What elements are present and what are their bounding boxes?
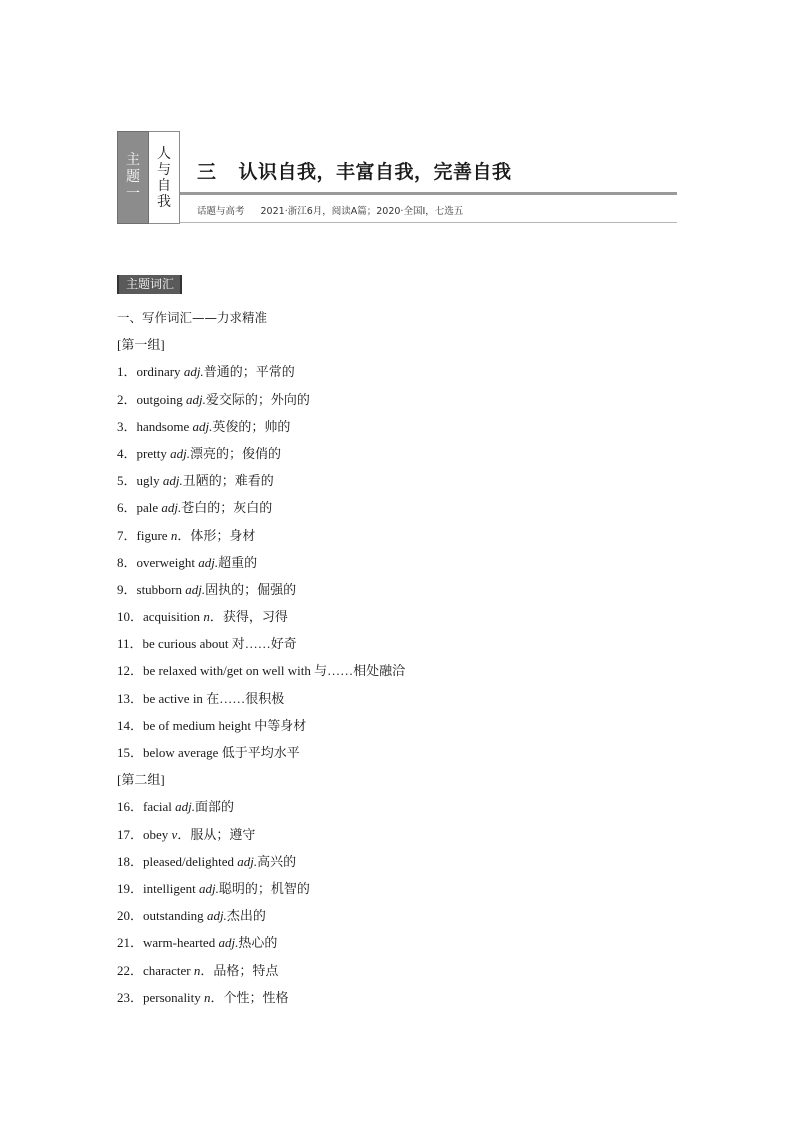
vocab-english: figure: [136, 527, 171, 543]
vocab-pos: adj.: [192, 418, 213, 434]
vocab-chinese: 聪明的；机智的: [218, 880, 310, 896]
vocab-chinese: 杰出的: [226, 908, 266, 924]
vocab-number: 2．: [117, 391, 137, 407]
subject-char: 自: [157, 177, 171, 194]
vocab-pos: adj.: [237, 853, 258, 869]
vocab-groups: [117, 331, 717, 1011]
vocab-chinese: 热心的: [238, 935, 278, 951]
vocab-pos: n: [193, 962, 201, 978]
vocab-pos: adj.: [162, 473, 183, 489]
meta-rule: [180, 222, 677, 223]
badge-char: 一: [126, 186, 140, 202]
vocab-chinese: 在……很积极: [206, 690, 285, 706]
vocab-item: [117, 685, 717, 712]
vocab-pos: adj.: [183, 364, 204, 380]
vocab-number: 11．: [117, 636, 143, 652]
vocab-number: 8．: [117, 554, 137, 570]
vocab-english: warm-hearted: [143, 935, 219, 951]
vocab-chinese: 爱交际的；外向的: [205, 391, 310, 407]
meta-text: 2021·浙江6月，阅读A篇；2020·全国Ⅰ，七选五: [260, 206, 464, 217]
subject-char: 人: [157, 145, 171, 162]
vocab-item: [117, 413, 717, 440]
vocab-pos: n: [170, 527, 178, 543]
vocab-item: [117, 630, 717, 657]
badge-char: 题: [126, 169, 140, 185]
vocab-chinese: 漂亮的；俊俏的: [189, 445, 281, 461]
vocab-english: stubborn: [136, 581, 186, 597]
vocab-english: ordinary: [136, 364, 184, 380]
vocab-chinese: 与……相处融洽: [314, 663, 406, 679]
vocab-item: [117, 984, 717, 1011]
vocab-number: 23．: [117, 989, 144, 1005]
vocab-number: 20．: [117, 908, 144, 924]
vocab-number: 4．: [117, 445, 137, 461]
vocab-english: obey: [143, 826, 172, 842]
vocab-english: character: [143, 962, 194, 978]
vocab-chinese: ．获得，习得: [209, 609, 288, 625]
vocab-item: [117, 522, 717, 549]
vocab-english: pleased/delighted: [143, 853, 238, 869]
vocab-chinese: ．服从；遵守: [177, 826, 256, 842]
title-number: 三: [197, 161, 217, 183]
vocab-item: [117, 793, 717, 820]
vocab-chinese: ．个性；性格: [210, 989, 289, 1005]
vocab-item: [117, 549, 717, 576]
vocab-number: 22．: [117, 962, 144, 978]
vocab-english: be curious about: [142, 636, 232, 652]
vocab-pos: n: [204, 989, 211, 1005]
vocab-pos: adj.: [198, 880, 219, 896]
vocab-english: be relaxed with/get on well with: [143, 663, 315, 679]
subject-char: 与: [157, 161, 171, 178]
vocab-english: below average: [143, 745, 222, 760]
vocab-number: 21．: [117, 935, 144, 951]
vocab-pos: adj.: [198, 554, 219, 570]
vocab-chinese: 普通的；平常的: [203, 364, 295, 380]
vocab-english: personality: [143, 989, 205, 1005]
vocab-item: [117, 494, 717, 521]
vocab-chinese: 超重的: [218, 554, 258, 570]
vocab-item: [117, 739, 717, 766]
vocab-chinese: 对……好奇: [231, 636, 297, 652]
vocab-item: [117, 386, 717, 413]
vocab-english: outstanding: [143, 908, 207, 924]
vocab-number: 18．: [117, 853, 144, 869]
vocab-chinese: 丑陋的；难看的: [182, 473, 274, 489]
subject-char: 我: [157, 193, 171, 210]
vocab-english: acquisition: [143, 609, 204, 625]
vocab-english: overweight: [136, 554, 199, 570]
vocab-pos: n: [203, 609, 210, 625]
vocab-item: [117, 902, 717, 929]
section-heading: 一、写作词汇——力求精准: [117, 310, 268, 325]
vocab-number: 3．: [117, 418, 137, 434]
vocab-number: 6．: [117, 500, 137, 516]
vocab-english: handsome: [136, 418, 193, 434]
vocab-item: [117, 957, 717, 984]
title-text: 认识自我，丰富自我，完善自我: [238, 161, 512, 183]
vocab-item: [117, 603, 717, 630]
vocab-number: 13．: [117, 690, 144, 706]
page-title: [197, 157, 512, 184]
vocab-number: 12．: [117, 663, 144, 679]
vocab-pos: adj.: [185, 581, 206, 597]
vocab-item: [117, 929, 717, 956]
vocab-number: 15．: [117, 745, 144, 760]
exam-meta: [197, 203, 463, 217]
badge-char: 主: [126, 152, 140, 168]
meta-label: 话题与高考: [197, 206, 245, 217]
vocab-number: 14．: [117, 717, 144, 733]
vocab-item: [117, 875, 717, 902]
vocab-item: [117, 821, 717, 848]
vocab-item: [117, 358, 717, 385]
vocab-pos: adj.: [170, 445, 190, 461]
vocab-pos: adj.: [218, 935, 239, 951]
vocab-chinese: 中等身材: [254, 717, 307, 733]
vocab-english: pretty: [136, 445, 171, 461]
vocab-chinese: 高兴的: [257, 853, 297, 869]
vocab-number: 16．: [117, 799, 144, 815]
vocab-chinese: 面部的: [195, 799, 235, 815]
vocab-item: [117, 657, 717, 684]
vocab-number: 19．: [117, 880, 144, 896]
vocab-english: ugly: [136, 473, 163, 489]
vocab-pos: adj.: [175, 799, 196, 815]
vocab-item: [117, 848, 717, 875]
vocab-pos: v: [171, 826, 178, 842]
vocab-number: 5．: [117, 473, 137, 489]
vocab-number: 1．: [117, 364, 137, 380]
vocab-chinese: 苍白的；灰白的: [181, 500, 273, 516]
vocab-english: be of medium height: [143, 717, 255, 733]
vocab-item: [117, 440, 717, 467]
group-label: [第二组]: [117, 772, 165, 788]
vocab-number: 9．: [117, 581, 137, 597]
vocab-english: pale: [136, 500, 162, 516]
vocab-item: [117, 576, 717, 603]
vocab-pos: adj.: [206, 908, 227, 924]
vocab-number: 17．: [117, 826, 144, 842]
theme-badge: [117, 131, 149, 224]
vocab-english: facial: [143, 799, 176, 815]
vocab-number: 10．: [117, 609, 144, 625]
theme-subject-box: [149, 131, 180, 224]
vocabulary-list: [117, 304, 717, 1011]
title-rule: [180, 192, 677, 195]
vocab-english: be active in: [143, 690, 207, 706]
vocab-chinese: ．品格；特点: [200, 962, 279, 978]
vocab-english: outgoing: [136, 391, 186, 407]
vocab-chinese: 固执的；倔强的: [205, 581, 297, 597]
vocab-chinese: ．体形；身材: [177, 527, 256, 543]
section-tag: 主题词汇: [117, 275, 182, 294]
vocab-pos: adj.: [186, 391, 206, 407]
vocab-chinese: 英俊的；帅的: [212, 418, 291, 434]
chapter-header: [117, 131, 682, 226]
vocab-number: 7．: [117, 527, 137, 543]
vocab-english: intelligent: [143, 880, 199, 896]
group-label: [第一组]: [117, 337, 165, 353]
vocab-item: [117, 467, 717, 494]
vocab-pos: adj.: [161, 500, 182, 516]
vocab-item: [117, 712, 717, 739]
vocab-chinese: 低于平均水平: [221, 745, 300, 760]
